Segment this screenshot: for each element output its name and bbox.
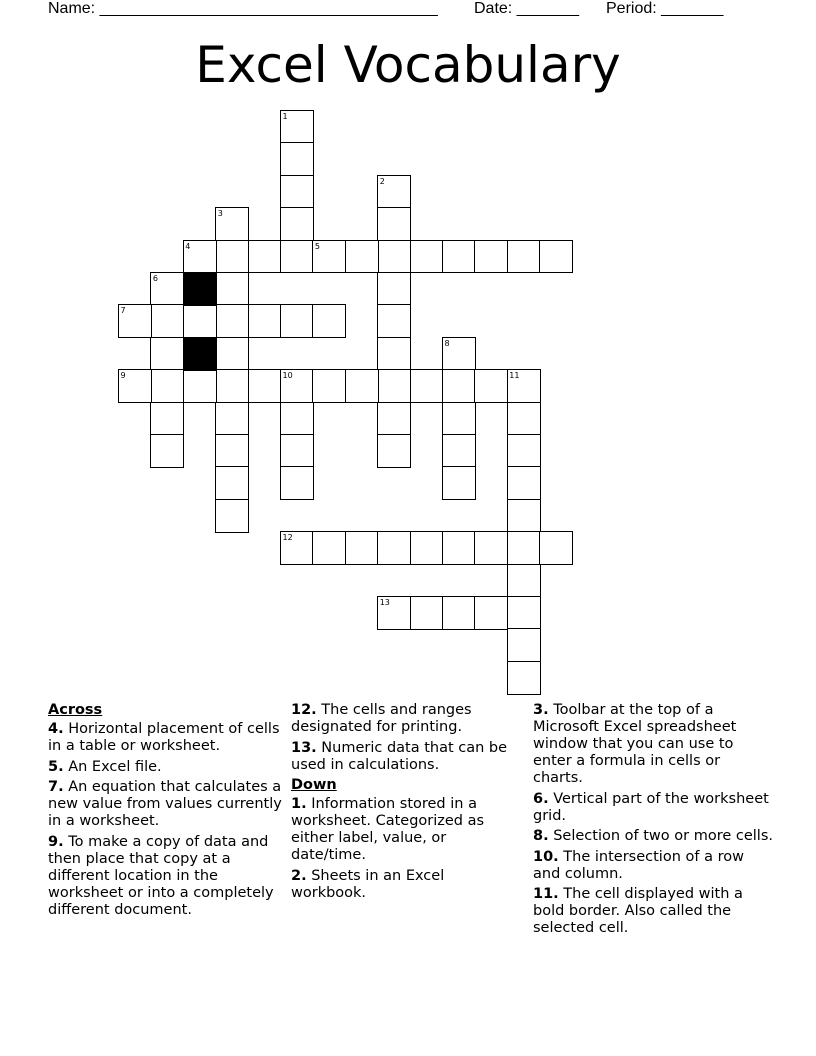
clue-down-1: 1. Information stored in a worksheet. Categorized as either label, value, or date/time. (291, 796, 485, 863)
clue-number-4: 4 (185, 241, 191, 251)
crossword-cell[interactable] (215, 466, 249, 500)
crossword-cell[interactable] (442, 466, 476, 500)
crossword-cell[interactable] (442, 240, 476, 274)
clue-down-8: 8. Selection of two or more cells. (533, 828, 773, 844)
down-heading: Down (291, 777, 337, 793)
clue-number-1: 1 (282, 112, 288, 121)
crossword-cell[interactable] (507, 564, 541, 598)
crossword-cell[interactable] (539, 240, 573, 274)
crossword-cell[interactable] (215, 402, 249, 436)
clue-across-12: 12. The cells and ranges designated for printing. (291, 702, 472, 735)
clue-column-3 (533, 702, 773, 941)
crossword-cell[interactable] (507, 434, 541, 468)
clue-down-6: 6. Vertical part of the worksheet grid. (533, 790, 769, 824)
crossword-cell[interactable] (183, 369, 217, 403)
crossword-cell[interactable] (312, 304, 346, 338)
crossword-cell[interactable] (507, 466, 541, 500)
crossword-cell[interactable] (410, 596, 444, 630)
crossword-cell[interactable] (280, 175, 314, 209)
crossword-cell[interactable] (377, 240, 411, 274)
crossword-cell[interactable] (507, 402, 541, 436)
clue-number-6: 6 (152, 274, 158, 283)
clue-across-5: 5. An Excel file. (48, 758, 162, 775)
crossword-cell[interactable] (442, 369, 476, 403)
crossword-cell[interactable] (410, 240, 444, 274)
crossword-cell[interactable] (215, 499, 249, 533)
clue-across-7: 7. An equation that calculates a new value from values currently in a worksheet. (48, 779, 282, 829)
crossword-cell[interactable] (507, 240, 541, 274)
crossword-cell[interactable] (507, 661, 541, 695)
clue-number-10: 10 (282, 371, 293, 381)
crossword-cell[interactable] (410, 369, 444, 403)
crossword-cell[interactable] (442, 402, 476, 436)
clue-number-2: 2 (379, 176, 385, 186)
period-field[interactable]: Period: _______ (606, 0, 724, 17)
crossword-cell[interactable] (280, 240, 314, 274)
crossword-cell[interactable] (345, 240, 379, 274)
crossword-cell[interactable] (215, 304, 249, 338)
crossword-cell[interactable] (539, 531, 573, 565)
crossword-cell[interactable] (150, 304, 184, 338)
crossword-cell[interactable] (377, 369, 411, 403)
crossword-cell[interactable] (150, 434, 184, 468)
crossword-cell[interactable] (410, 531, 444, 565)
crossword-cell[interactable] (248, 369, 282, 403)
crossword-cell[interactable] (215, 337, 249, 371)
crossword-cell[interactable] (280, 142, 314, 176)
date-field[interactable]: Date: _______ (474, 0, 579, 17)
across-heading: Across (48, 702, 103, 718)
crossword-cell[interactable] (507, 596, 541, 630)
clue-number-13: 13 (379, 598, 390, 607)
clue-number-7: 7 (120, 306, 126, 316)
crossword-cell[interactable] (377, 337, 411, 371)
crossword-cell[interactable] (312, 531, 346, 565)
clue-number-3: 3 (217, 209, 223, 219)
clue-number-8: 8 (444, 338, 450, 348)
clue-down-10: 10. The intersection of a row and column. (533, 848, 744, 882)
crossword-cell[interactable] (215, 434, 249, 468)
crossword-cell[interactable] (507, 628, 541, 662)
crossword-cell[interactable] (248, 240, 282, 274)
clue-number-11: 11 (509, 371, 520, 381)
crossword-cell[interactable] (345, 531, 379, 565)
crossword-cell[interactable] (183, 304, 217, 338)
crossword-cell[interactable] (474, 531, 508, 565)
crossword-cell[interactable] (507, 499, 541, 533)
crossword-cell[interactable] (215, 240, 249, 274)
crossword-cell[interactable] (474, 596, 508, 630)
clue-down-3: 3. Toolbar at the top of a Microsoft Excel spreadsheet window that you can use to enter a formula in cells or charts. (533, 702, 737, 786)
clue-column-2 (291, 702, 511, 905)
crossword-cell[interactable] (442, 531, 476, 565)
crossword-cell[interactable] (507, 531, 541, 565)
crossword-cell[interactable] (280, 434, 314, 468)
page-title: Excel Vocabulary (195, 36, 621, 94)
black-cell (183, 337, 217, 371)
crossword-cell[interactable] (377, 207, 411, 241)
name-field[interactable]: Name: ______________________________________ (48, 0, 438, 17)
clue-across-13: 13. Numeric data that can be used in calculations. (291, 739, 508, 773)
clue-number-5: 5 (314, 241, 320, 251)
black-cell (183, 272, 217, 306)
clue-across-4: 4. Horizontal placement of cells in a table or worksheet. (48, 721, 280, 754)
crossword-cell[interactable] (377, 402, 411, 436)
clue-column-1 (48, 702, 283, 922)
crossword-cell[interactable] (215, 272, 249, 306)
crossword-cell[interactable] (474, 240, 508, 274)
crossword-cell[interactable] (442, 434, 476, 468)
crossword-cell[interactable] (312, 369, 346, 403)
crossword-cell[interactable] (377, 272, 411, 306)
crossword-cell[interactable] (280, 466, 314, 500)
crossword-cell[interactable] (150, 369, 184, 403)
student-info-header (0, 0, 816, 22)
crossword-cell[interactable] (150, 337, 184, 371)
crossword-cell[interactable] (377, 531, 411, 565)
clue-number-9: 9 (120, 371, 126, 381)
crossword-cell[interactable] (280, 207, 314, 241)
crossword-cell[interactable] (215, 369, 249, 403)
crossword-cell[interactable] (377, 434, 411, 468)
crossword-cell[interactable] (377, 304, 411, 338)
crossword-cell[interactable] (345, 369, 379, 403)
clue-down-11: 11. The cell displayed with a bold border. Also called the selected cell. (533, 886, 743, 936)
clue-down-2: 2. Sheets in an Excel workbook. (291, 867, 445, 901)
crossword-cell[interactable] (248, 304, 282, 338)
crossword-cell[interactable] (442, 596, 476, 630)
clue-number-12: 12 (282, 533, 293, 543)
crossword-cell[interactable] (280, 304, 314, 338)
crossword-cell[interactable] (474, 369, 508, 403)
crossword-cell[interactable] (280, 402, 314, 436)
crossword-cell[interactable] (150, 402, 184, 436)
clue-across-9: 9. To make a copy of data and then place that copy at a different location in the worksheet or into a completely different document. (48, 833, 274, 918)
